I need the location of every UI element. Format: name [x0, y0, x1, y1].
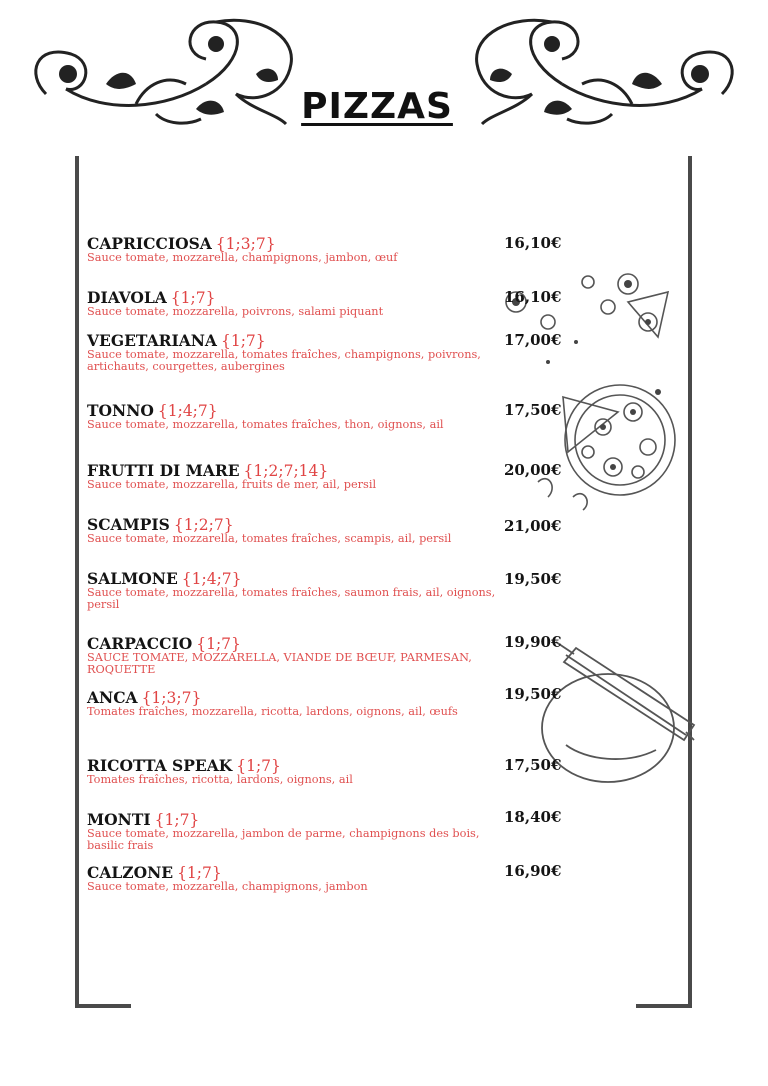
item-name: CARPACCIO [87, 634, 193, 653]
item-price: 16,10€ [504, 288, 562, 306]
item-price: 16,10€ [504, 234, 562, 252]
item-price: 21,00€ [504, 517, 562, 535]
menu-item-anca [87, 688, 507, 718]
menu-item-frutti-di-mare [87, 461, 507, 491]
item-allergens: {1;4;7} [181, 570, 242, 588]
item-description: Sauce tomate, mozzarella, tomates fraîches, saumon frais, ail, oignons, persil [87, 586, 496, 611]
item-description: Tomates fraîches, mozzarella, ricotta, lardons, oignons, ail, œufs [87, 705, 458, 718]
item-allergens: {1;2;7;14} [243, 462, 329, 480]
menu-item-ricotta-speak [87, 756, 507, 786]
item-price: 19,90€ [504, 633, 562, 651]
item-allergens: {1;3;7} [215, 235, 276, 253]
item-description: Sauce tomate, mozzarella, fruits de mer, ail, persil [87, 478, 377, 491]
frame-left-bottom [75, 1004, 131, 1008]
item-allergens: {1;2;7} [173, 516, 234, 534]
item-name: CALZONE [87, 863, 174, 882]
item-allergens: {1;4;7} [157, 402, 218, 420]
item-name: VEGETARIANA [87, 331, 217, 350]
item-name: MONTI [87, 810, 151, 829]
item-price: 17,50€ [504, 756, 562, 774]
item-description: Sauce tomate, mozzarella, tomates fraîches, thon, oignons, ail [87, 418, 444, 431]
item-name: DIAVOLA [87, 288, 167, 307]
item-description: Sauce tomate, mozzarella, champignons, jambon [87, 880, 368, 893]
item-allergens: {1;7} [196, 635, 241, 653]
item-name: FRUTTI DI MARE [87, 461, 240, 480]
item-price: 20,00€ [504, 461, 562, 479]
item-price: 18,40€ [504, 808, 562, 826]
menu-item-carpaccio [87, 634, 507, 676]
item-name: ANCA [87, 688, 138, 707]
menu-item-calzone [87, 863, 507, 893]
item-price: 19,50€ [504, 570, 562, 588]
item-description: Tomates fraîches, ricotta, lardons, oignons, ail [87, 773, 353, 786]
menu-item-diavola [87, 288, 507, 318]
item-price: 17,50€ [504, 401, 562, 419]
menu-item-salmone [87, 569, 507, 611]
frame-right-bottom [636, 1004, 692, 1008]
item-description: Sauce tomate, mozzarella, tomates fraîches, champignons, poivrons, artichauts, courgettes, aubergines [87, 348, 481, 373]
item-allergens: {1;7} [154, 811, 200, 829]
item-allergens: {1;7} [170, 289, 216, 307]
item-allergens: {1;7} [177, 864, 222, 882]
menu-item-scampis [87, 515, 507, 545]
item-price: 19,50€ [504, 685, 562, 703]
item-allergens: {1;7} [236, 757, 281, 775]
item-price: 17,00€ [504, 331, 562, 349]
menu-item-monti [87, 810, 507, 852]
item-name: SCAMPIS [87, 515, 170, 534]
item-name: TONNO [87, 401, 154, 420]
item-name: CAPRICCIOSA [87, 234, 212, 253]
frame-left-vertical [75, 156, 79, 1008]
item-description: Sauce tomate, mozzarella, champignons, jambon, œuf [87, 251, 398, 264]
frame-right-vertical [688, 156, 692, 1008]
item-allergens: {1;3;7} [141, 689, 202, 707]
menu-item-vegetariana [87, 331, 507, 373]
item-name: RICOTTA SPEAK [87, 756, 233, 775]
item-description: Sauce tomate, mozzarella, poivrons, salami piquant [87, 305, 384, 318]
menu-item-capricciosa [87, 234, 507, 264]
item-allergens: {1;7} [220, 332, 266, 350]
menu-item-tonno [87, 401, 507, 431]
item-description: Sauce tomate, mozzarella, tomates fraîches, scampis, ail, persil [87, 532, 452, 545]
item-description: SAUCE TOMATE, MOZZARELLA, VIANDE DE BŒUF, PARMESAN, ROQUETTE [87, 651, 472, 676]
item-price: 16,90€ [504, 862, 562, 880]
menu-title: PIZZAS [301, 86, 453, 127]
item-description: Sauce tomate, mozzarella, jambon de parme, champignons des bois, basilic frais [87, 827, 480, 852]
item-name: SALMONE [87, 569, 178, 588]
